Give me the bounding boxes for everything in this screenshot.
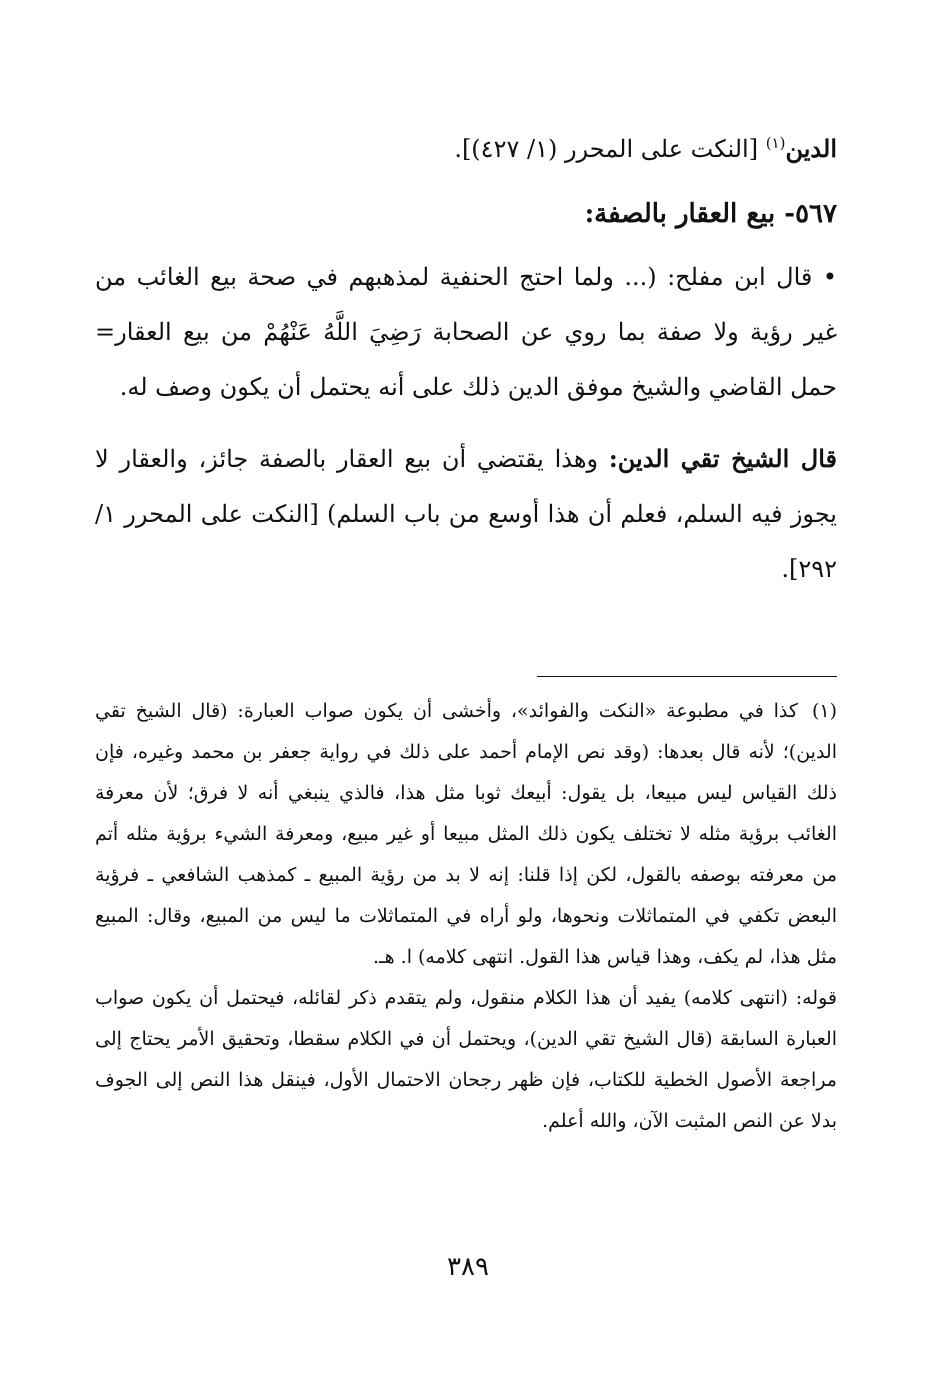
- continuation-line: [95, 118, 837, 174]
- paragraph-ibn-muflih: • قال ابن مفلح: (... ولما احتج الحنفية لمذهبهم في صحة بيع الغائب من غير رؤية ولا صفة بما روي عن الصحابة رَضِيَ اللَّهُ عَنْهُمْ من بيع العقار= حمل القاضي والشيخ موفق الدين ذلك على أنه يحتمل أن يكون وصف له.: [95, 263, 838, 401]
- footnote-1: [95, 691, 837, 978]
- footnote-1-continuation: قوله: (انتهى كلامه) يفيد أن هذا الكلام منقول، ولم يتقدم ذكر لقائله، فيحتمل أن يكون صواب العبارة السابقة (قال الشيخ تقي الدين)، ويحتمل أن في الكلام سقطا، وتحقيق الأمر يحتاج إلى مراجعة الأصول الخطية للكتاب، فإن ظهر رجحان الاحتمال الأول، فينقل هذا النص إلى الجوف بدلا عن النص المثبت الآن، والله أعلم.: [95, 987, 837, 1132]
- paragraph-body: وهذا يقتضي أن بيع العقار بالصفة جائز، والعقار لا يجوز فيه السلم، فعلم أن هذا أوسع من باب السلم) [النكت على المحرر ١/ ٢٩٢].: [95, 445, 837, 583]
- page-number: ٣٨٩: [447, 1252, 489, 1282]
- footnotes-section: [95, 676, 837, 1142]
- footnote-number: (١): [811, 700, 837, 722]
- footnote-text: كذا في مطبوعة «النكت والفوائد»، وأخشى أن يكون صواب العبارة: (قال الشيخ تقي الدين)؛ لأنه قال بعدها: (وقد نص الإمام أحمد على ذلك في رواية جعفر بن محمد وغيره، فإن ذلك القياس ليس مبيعا، بل يقول: أبيعك ثوبا مثل هذا، فالذي ينبغي أنه لا فرق؛ لأن معرفة الغائب برؤية مثله لا تختلف يكون ذلك المثل مبيعا أو غير مبيع، ومعرفة الشيء برؤية مثله أتم من معرفته بوصفه بالقول، لكن إذا قلنا: إنه لا بد من رؤية المبيع ـ كمذهب الشافعي ـ فرؤية البعض تكفي في المتماثلات ونحوها، ولو أراه في المتماثلات ما ليس من المبيع، وقال: المبيع مثل هذا، لم يكف، وهذا قياس هذا القول. انتهى كلامه) ا. هـ.: [95, 700, 837, 968]
- citation: [النكت على المحرر (١/ ٤٢٧)].: [454, 135, 766, 163]
- section-heading: ٥٦٧- بيع العقار بالصفة:: [584, 199, 837, 229]
- continuation-word: الدين: [785, 134, 837, 163]
- paragraph-taqi-al-din: [95, 431, 837, 597]
- speaker-label: قال الشيخ تقي الدين:: [608, 444, 837, 473]
- footnote-reference[interactable]: (١): [765, 134, 786, 152]
- footnote-divider: [537, 676, 837, 677]
- main-text: [95, 118, 837, 597]
